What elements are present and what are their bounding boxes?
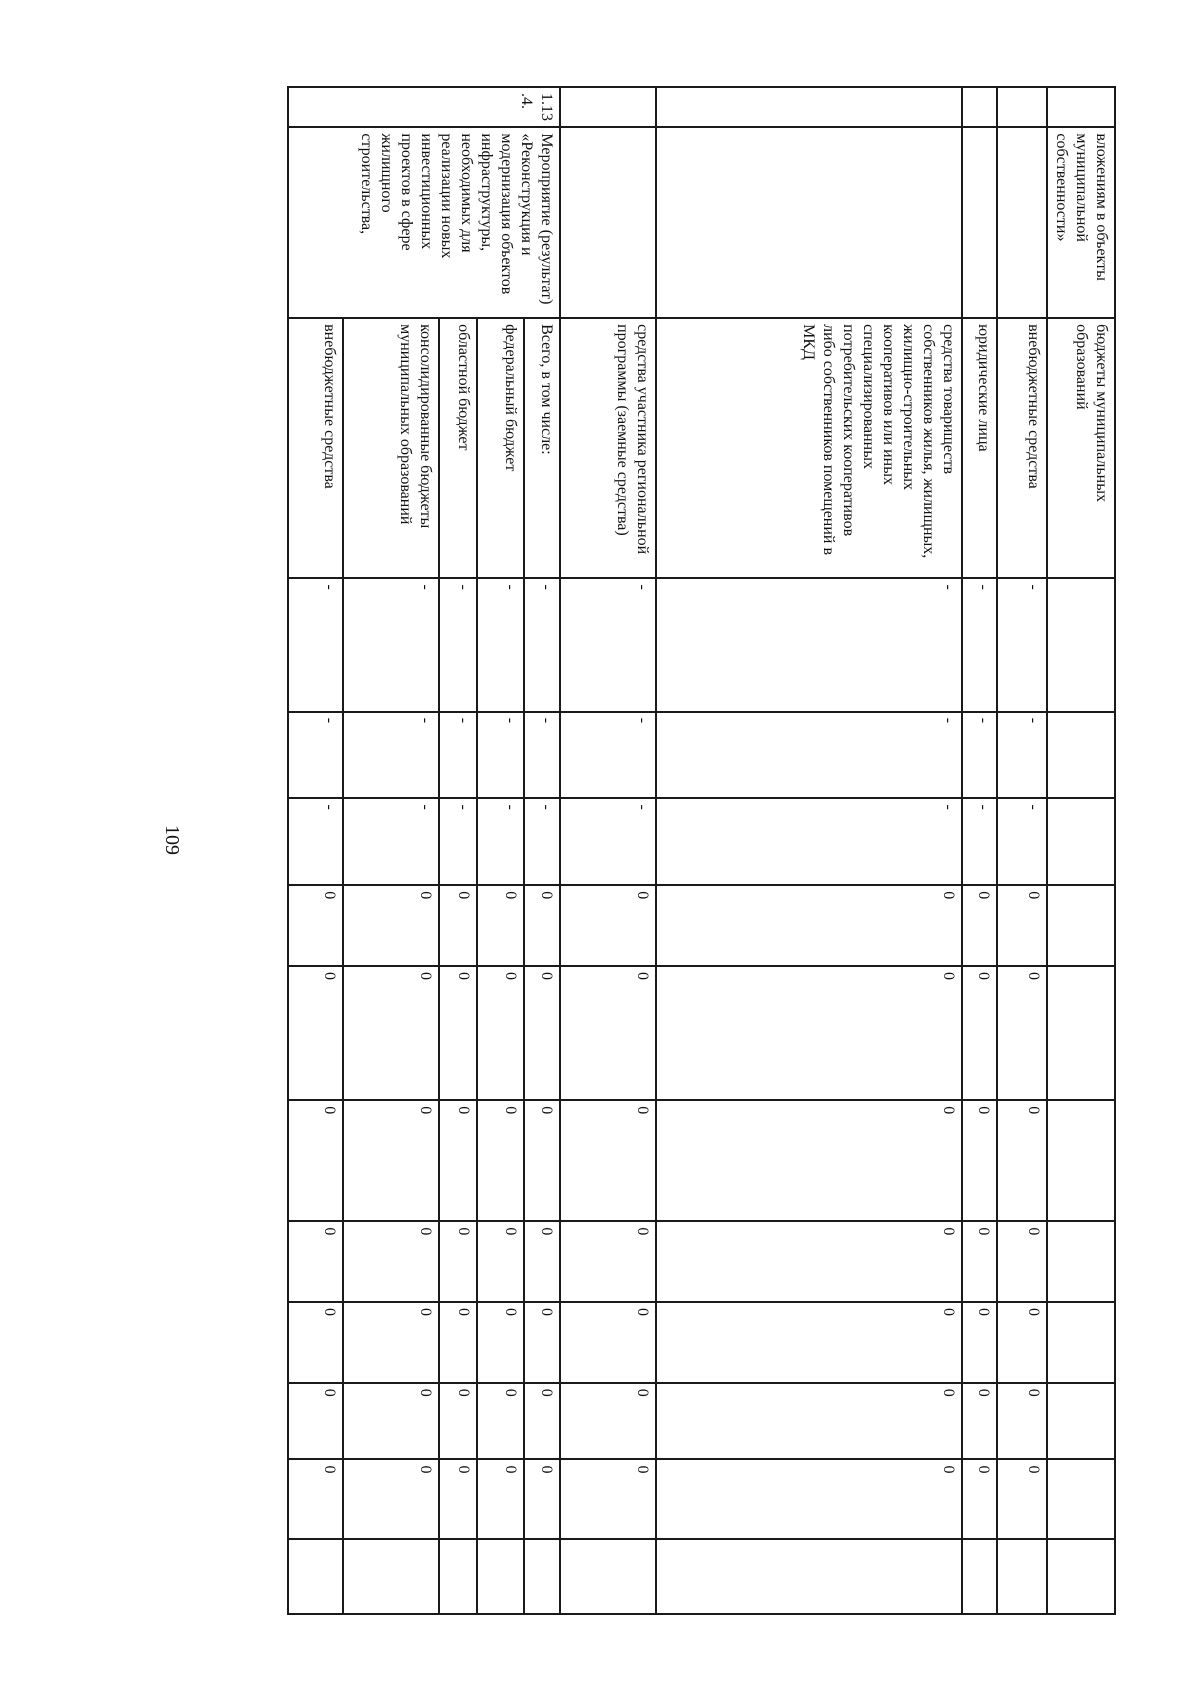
value-cell: 0 [656,1100,962,1221]
value-cell: 0 [439,1302,477,1383]
prev-item-name: вложениям в объекты муниципальной собственности» [1047,127,1115,318]
value-cell: 0 [656,966,962,1100]
blank-cell [343,1539,439,1614]
value-cell: 0 [288,1383,343,1460]
value-cell [1047,966,1115,1100]
value-cell: 0 [656,1383,962,1460]
value-cell: - [439,798,477,885]
value-cell [1047,1459,1115,1539]
source-cell: средства товариществ собственников жилья, жилищных, жилищно-строительных кооперативов или иных специализированных потребительских кооперативов либо собственников помещений в МКД [656,318,962,578]
value-cell: 0 [524,1302,560,1383]
blank-cell [477,1539,524,1614]
table-row [1047,87,1115,1614]
budget-table [287,86,1116,1615]
value-cell: - [656,578,962,711]
value-cell: - [962,578,997,711]
table-row [656,87,962,1614]
value-cell: 0 [962,966,997,1100]
value-cell: 0 [343,1383,439,1460]
value-cell: - [997,578,1047,711]
blank-cell [962,1539,997,1614]
value-cell: 0 [343,1302,439,1383]
empty-cell [997,87,1047,127]
value-cell: 0 [962,1383,997,1460]
value-cell: 0 [288,885,343,966]
value-cell: 0 [524,1383,560,1460]
value-cell: - [656,798,962,885]
value-cell: - [439,712,477,799]
value-cell: 0 [477,966,524,1100]
value-cell: 0 [560,966,656,1100]
blank-cell [524,1539,560,1614]
blank-cell [439,1539,477,1614]
source-cell: внебюджетные средства [997,318,1047,578]
empty-cell [962,87,997,127]
value-cell: - [656,712,962,799]
value-cell [1047,1383,1115,1460]
empty-cell [656,127,962,318]
value-cell: - [288,712,343,799]
value-cell: - [962,712,997,799]
value-cell: 0 [477,1221,524,1302]
value-cell: 0 [524,885,560,966]
value-cell: - [997,712,1047,799]
value-cell: 0 [962,1100,997,1221]
value-cell: - [524,798,560,885]
empty-cell [1047,87,1115,127]
value-cell: 0 [439,1221,477,1302]
value-cell [1047,578,1115,711]
table-row [997,87,1047,1614]
value-cell: 0 [962,885,997,966]
value-cell: - [524,712,560,799]
value-cell: 0 [343,1459,439,1539]
value-cell: 0 [477,1100,524,1221]
value-cell: 0 [962,1302,997,1383]
value-cell: 0 [477,1459,524,1539]
value-cell: 0 [656,885,962,966]
value-cell: 0 [962,1459,997,1539]
item-number: 1.13.4. [288,87,560,127]
value-cell: - [343,712,439,799]
value-cell [1047,798,1115,885]
value-cell [1047,1100,1115,1221]
value-cell: - [439,578,477,711]
value-cell: 0 [997,1302,1047,1383]
value-cell: - [560,798,656,885]
value-cell: 0 [997,1459,1047,1539]
value-cell [1047,885,1115,966]
value-cell: 0 [439,1383,477,1460]
value-cell: 0 [288,966,343,1100]
source-cell: внебюджетные средства [288,318,343,578]
blank-cell [560,1539,656,1614]
source-cell: Всего, в том числе: [524,318,560,578]
value-cell: 0 [439,1100,477,1221]
value-cell: 0 [439,1459,477,1539]
value-cell [1047,712,1115,799]
value-cell: 0 [997,1221,1047,1302]
value-cell: 0 [524,966,560,1100]
value-cell: 0 [343,1221,439,1302]
value-cell: 0 [439,885,477,966]
blank-cell [288,1539,343,1614]
value-cell: 0 [656,1221,962,1302]
blank-cell [1047,1539,1115,1614]
source-cell: федеральный бюджет [477,318,524,578]
value-cell: 0 [997,966,1047,1100]
value-cell: 0 [288,1459,343,1539]
empty-cell [560,87,656,127]
value-cell: 0 [962,1221,997,1302]
empty-cell [997,127,1047,318]
value-cell: 0 [560,1459,656,1539]
value-cell: 0 [288,1100,343,1221]
value-cell: 0 [288,1302,343,1383]
rotated-table-container [287,86,1116,1615]
value-cell: 0 [560,1302,656,1383]
value-cell: 0 [656,1302,962,1383]
table-row [524,87,560,1614]
table-row [560,87,656,1614]
value-cell: 0 [343,885,439,966]
value-cell: 0 [524,1100,560,1221]
value-cell: 0 [656,1459,962,1539]
value-cell [1047,1221,1115,1302]
source-cell: консолидированные бюджеты муниципальных образований [343,318,439,578]
value-cell: - [477,578,524,711]
value-cell [1047,1302,1115,1383]
blank-cell [997,1539,1047,1614]
empty-cell [962,127,997,318]
empty-cell [560,127,656,318]
source-cell: бюджеты муниципальных образований [1047,318,1115,578]
source-cell: областной бюджет [439,318,477,578]
value-cell: 0 [560,1383,656,1460]
item-name: Мероприятие (результат) «Реконструкция и модернизация объектов инфраструктуры, необходимых для реализации новых инвестиционных проектов в сфере жилищного строительства, [288,127,560,318]
value-cell: 0 [477,885,524,966]
value-cell: - [477,712,524,799]
value-cell: 0 [524,1221,560,1302]
value-cell: - [288,798,343,885]
value-cell: - [288,578,343,711]
value-cell: 0 [343,966,439,1100]
value-cell: - [962,798,997,885]
value-cell: 0 [477,1302,524,1383]
value-cell: 0 [439,966,477,1100]
value-cell: 0 [524,1459,560,1539]
source-cell: средства участника региональной программы (заемные средства) [560,318,656,578]
value-cell: 0 [560,1221,656,1302]
value-cell: - [997,798,1047,885]
empty-cell [656,87,962,127]
value-cell: - [560,578,656,711]
value-cell: 0 [560,1100,656,1221]
source-cell: юридические лица [962,318,997,578]
table-row [962,87,997,1614]
page-number: 109 [161,825,183,855]
blank-cell [656,1539,962,1614]
value-cell: 0 [477,1383,524,1460]
value-cell: - [560,712,656,799]
value-cell: 0 [997,1383,1047,1460]
value-cell: 0 [997,885,1047,966]
value-cell: - [477,798,524,885]
value-cell: 0 [997,1100,1047,1221]
value-cell: - [343,578,439,711]
value-cell: 0 [288,1221,343,1302]
value-cell: 0 [560,885,656,966]
value-cell: - [343,798,439,885]
value-cell: - [524,578,560,711]
value-cell: 0 [343,1100,439,1221]
